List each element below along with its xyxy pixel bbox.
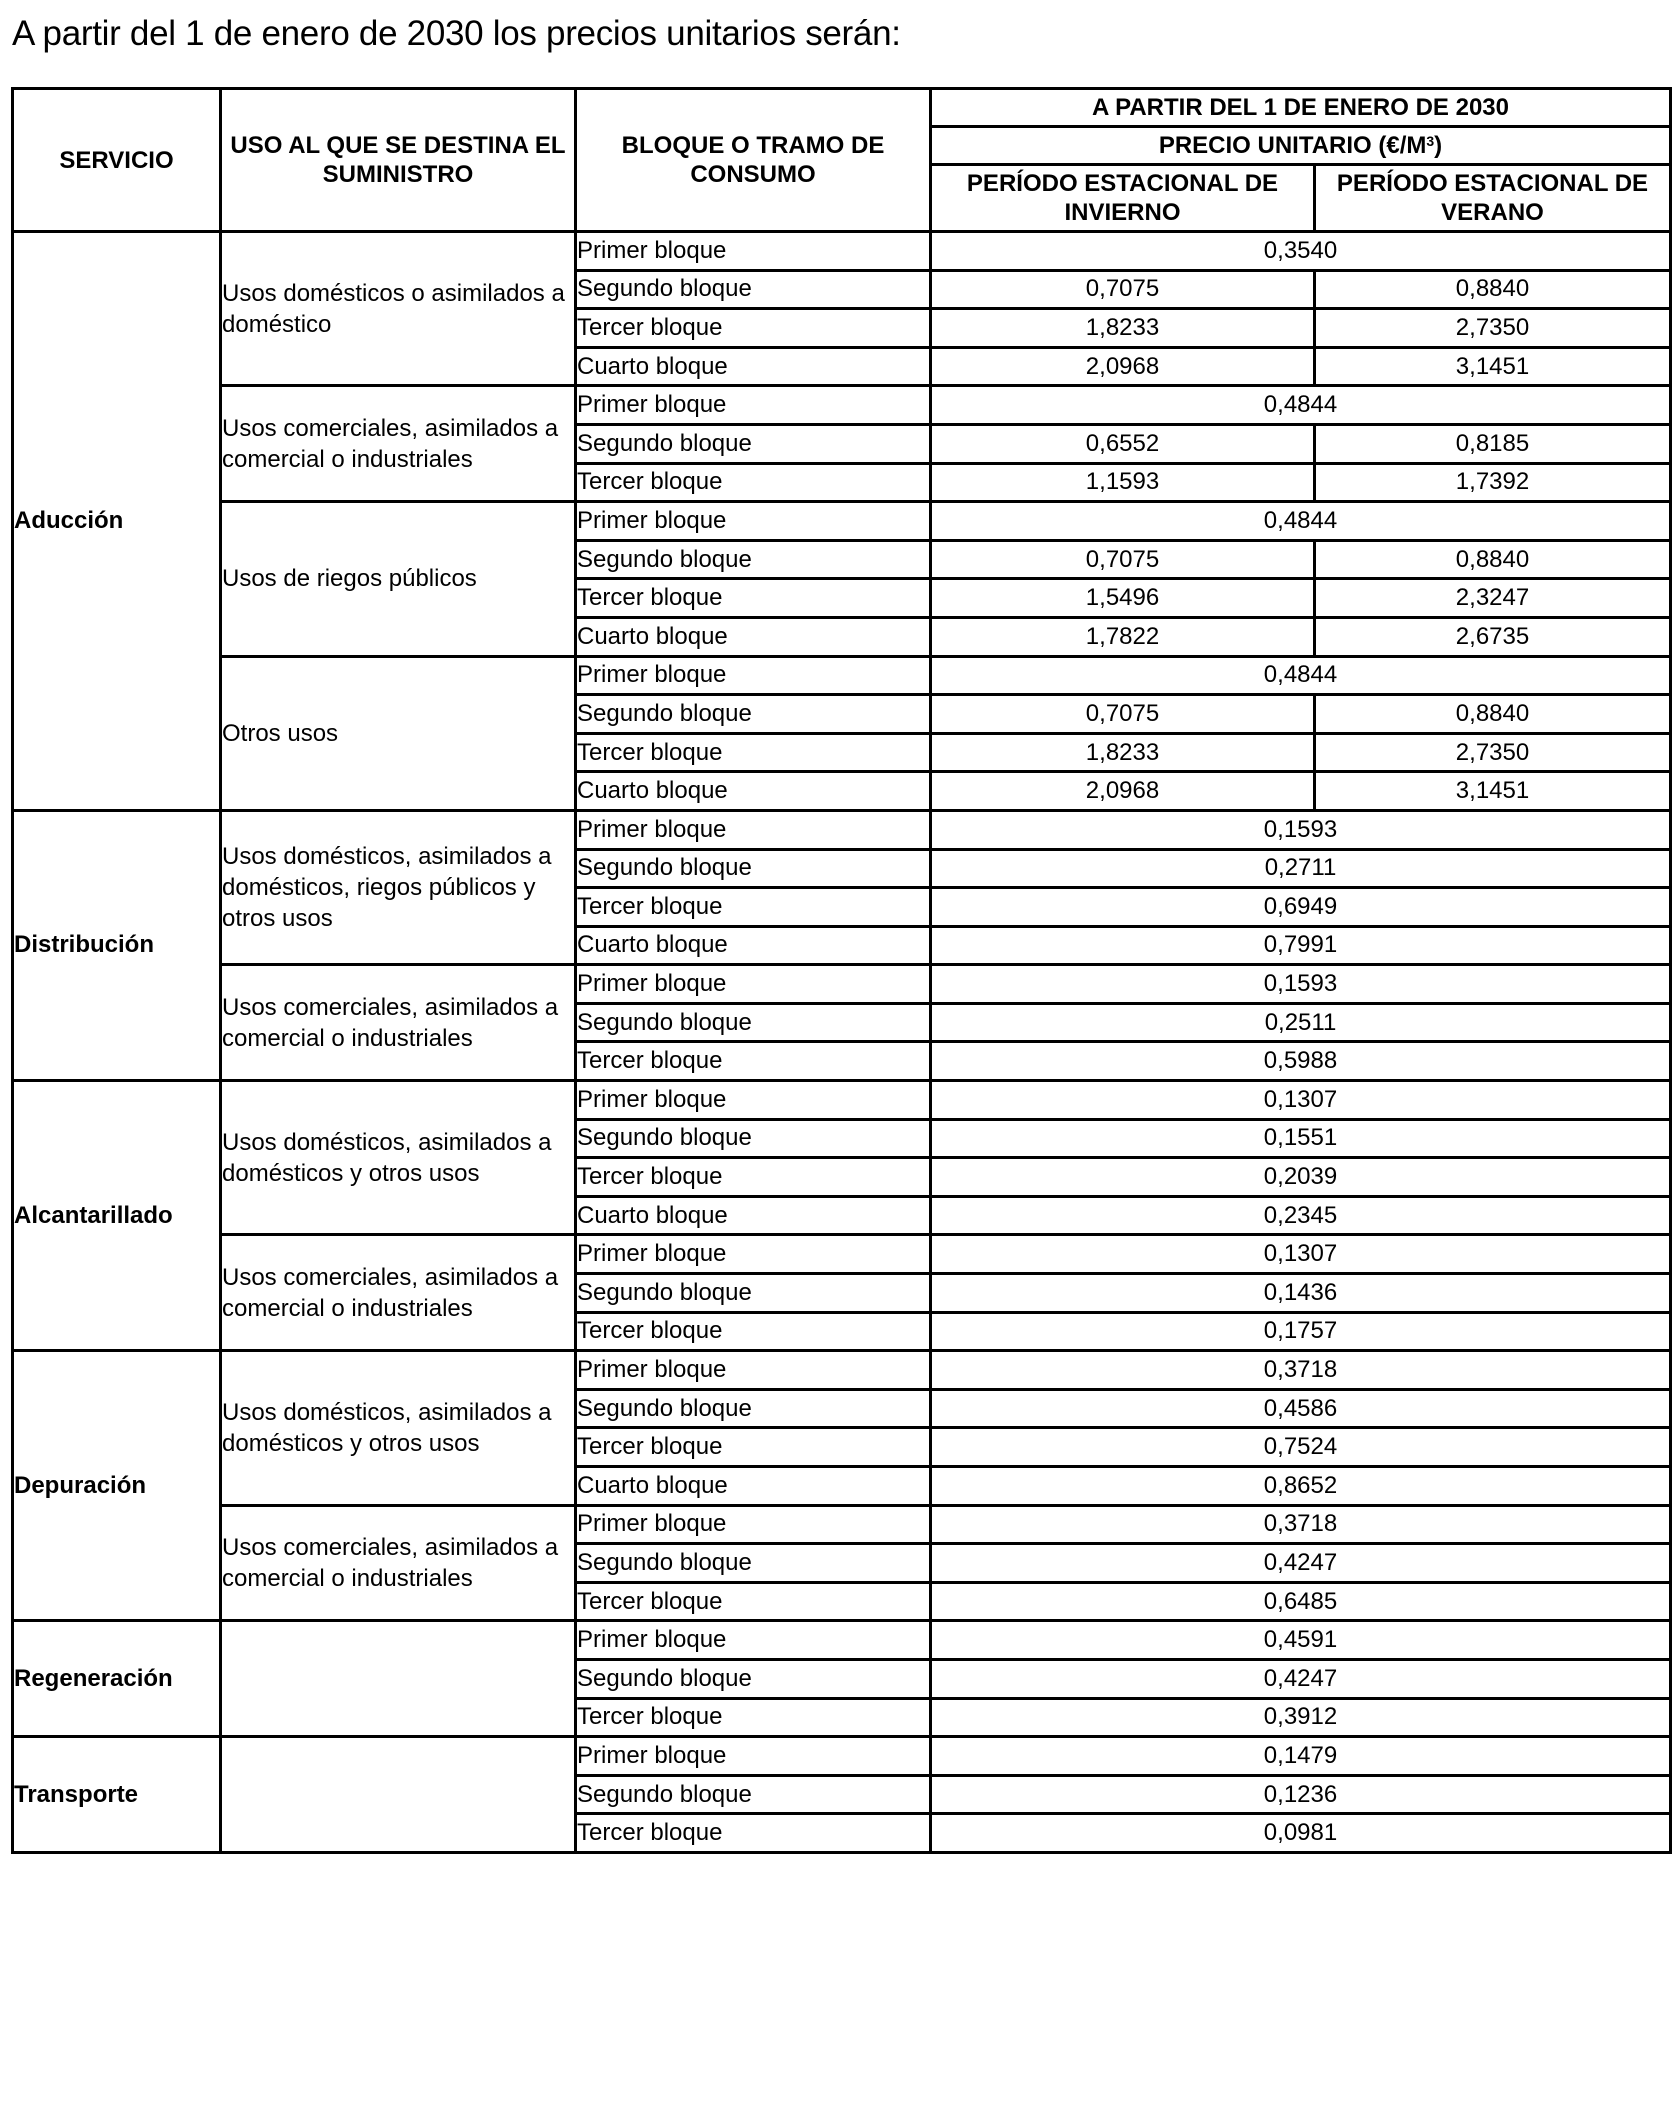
block-cell: Tercer bloque (576, 1582, 931, 1621)
price-cell: 0,7524 (931, 1428, 1671, 1467)
block-cell: Tercer bloque (576, 309, 931, 348)
price-cell: 0,3912 (931, 1698, 1671, 1737)
block-cell: Primer bloque (576, 1351, 931, 1390)
price-cell: 0,2039 (931, 1158, 1671, 1197)
price-cell: 0,4844 (931, 502, 1671, 541)
block-cell: Primer bloque (576, 1621, 931, 1660)
price-verano-cell: 0,8840 (1315, 540, 1671, 579)
price-cell: 0,1436 (931, 1274, 1671, 1313)
price-cell: 0,2711 (931, 849, 1671, 888)
block-cell: Segundo bloque (576, 849, 931, 888)
price-invierno-cell: 0,7075 (931, 695, 1315, 734)
price-cell: 0,3718 (931, 1351, 1671, 1390)
price-verano-cell: 2,6735 (1315, 617, 1671, 656)
price-cell: 0,4247 (931, 1544, 1671, 1583)
price-cell: 0,0981 (931, 1814, 1671, 1853)
header-uso: USO AL QUE SE DESTINA EL SUMINISTRO (221, 89, 576, 232)
use-cell: Usos comerciales, asimilados a comercial o industriales (221, 386, 576, 502)
header-periodo: A PARTIR DEL 1 DE ENERO DE 2030 (931, 89, 1671, 127)
service-cell: Depuración (13, 1351, 221, 1621)
block-cell: Cuarto bloque (576, 617, 931, 656)
header-verano: PERÍODO ESTACIONAL DE VERANO (1315, 165, 1671, 232)
header-precio: PRECIO UNITARIO $(€/M^3)$ (931, 127, 1671, 165)
price-cell: 0,1551 (931, 1119, 1671, 1158)
block-cell: Tercer bloque (576, 888, 931, 927)
price-invierno-cell: 1,5496 (931, 579, 1315, 618)
table-row (13, 1081, 1671, 1120)
price-cell: 0,6485 (931, 1582, 1671, 1621)
block-cell: Segundo bloque (576, 1659, 931, 1698)
block-cell: Segundo bloque (576, 424, 931, 463)
price-verano-cell: 2,7350 (1315, 733, 1671, 772)
price-cell: 0,4247 (931, 1659, 1671, 1698)
price-verano-cell: 2,3247 (1315, 579, 1671, 618)
price-cell: 0,8652 (931, 1467, 1671, 1506)
block-cell: Segundo bloque (576, 1389, 931, 1428)
price-cell: 0,1307 (931, 1081, 1671, 1120)
use-cell: Usos de riegos públicos (221, 502, 576, 656)
header-invierno: PERÍODO ESTACIONAL DE INVIERNO (931, 165, 1315, 232)
price-verano-cell: 3,1451 (1315, 347, 1671, 386)
block-cell: Cuarto bloque (576, 347, 931, 386)
use-cell: Usos comerciales, asimilados a comercial o industriales (221, 965, 576, 1081)
block-cell: Cuarto bloque (576, 772, 931, 811)
price-invierno-cell: 0,7075 (931, 270, 1315, 309)
table-row (13, 965, 1671, 1004)
block-cell: Tercer bloque (576, 579, 931, 618)
price-cell: 0,3718 (931, 1505, 1671, 1544)
table-row (13, 1505, 1671, 1544)
use-cell: Usos comerciales, asimilados a comercial o industriales (221, 1505, 576, 1621)
price-cell: 0,3540 (931, 232, 1671, 271)
block-cell: Segundo bloque (576, 1544, 931, 1583)
service-cell: Regeneración (13, 1621, 221, 1737)
price-cell: 0,6949 (931, 888, 1671, 927)
price-verano-cell: 3,1451 (1315, 772, 1671, 811)
price-cell: 0,1593 (931, 810, 1671, 849)
price-invierno-cell: 2,0968 (931, 347, 1315, 386)
price-invierno-cell: 1,1593 (931, 463, 1315, 502)
block-cell: Segundo bloque (576, 270, 931, 309)
block-cell: Tercer bloque (576, 1158, 931, 1197)
block-cell: Tercer bloque (576, 733, 931, 772)
page-title: A partir del 1 de enero de 2030 los precios unitarios serán: (12, 14, 901, 53)
price-verano-cell: 0,8840 (1315, 695, 1671, 734)
use-cell: Usos domésticos, asimilados a domésticos y otros usos (221, 1081, 576, 1235)
service-cell: Transporte (13, 1737, 221, 1853)
use-cell: Usos domésticos, asimilados a domésticos y otros usos (221, 1351, 576, 1505)
header-bloque: BLOQUE O TRAMO DE CONSUMO (576, 89, 931, 232)
block-cell: Primer bloque (576, 386, 931, 425)
block-cell: Primer bloque (576, 1505, 931, 1544)
price-verano-cell: 2,7350 (1315, 309, 1671, 348)
header-servicio: SERVICIO (13, 89, 221, 232)
table-row (13, 386, 1671, 425)
price-cell: 0,1307 (931, 1235, 1671, 1274)
table-row (13, 810, 1671, 849)
use-cell: Usos comerciales, asimilados a comercial o industriales (221, 1235, 576, 1351)
price-invierno-cell: 1,8233 (931, 733, 1315, 772)
block-cell: Primer bloque (576, 1081, 931, 1120)
price-invierno-cell: 0,7075 (931, 540, 1315, 579)
price-cell: 0,4844 (931, 386, 1671, 425)
price-cell: 0,1236 (931, 1775, 1671, 1814)
table-row (13, 1235, 1671, 1274)
block-cell: Primer bloque (576, 656, 931, 695)
price-table-body (13, 232, 1671, 1853)
use-cell (221, 1737, 576, 1853)
price-invierno-cell: 0,6552 (931, 424, 1315, 463)
price-verano-cell: 1,7392 (1315, 463, 1671, 502)
block-cell: Primer bloque (576, 1737, 931, 1776)
price-cell: 0,2511 (931, 1003, 1671, 1042)
table-row (13, 1737, 1671, 1776)
table-row (13, 232, 1671, 271)
use-cell: Otros usos (221, 656, 576, 810)
block-cell: Tercer bloque (576, 463, 931, 502)
price-verano-cell: 0,8185 (1315, 424, 1671, 463)
price-verano-cell: 0,8840 (1315, 270, 1671, 309)
price-cell: 0,4844 (931, 656, 1671, 695)
block-cell: Segundo bloque (576, 1274, 931, 1313)
block-cell: Cuarto bloque (576, 1196, 931, 1235)
price-cell: 0,4591 (931, 1621, 1671, 1660)
price-cell: 0,1593 (931, 965, 1671, 1004)
table-row (13, 1351, 1671, 1390)
price-cell: 0,1479 (931, 1737, 1671, 1776)
use-cell (221, 1621, 576, 1737)
service-cell: Alcantarillado (13, 1081, 221, 1351)
block-cell: Primer bloque (576, 502, 931, 541)
table-row (13, 1621, 1671, 1660)
use-cell: Usos domésticos, asimilados a domésticos, riegos públicos y otros usos (221, 810, 576, 964)
block-cell: Segundo bloque (576, 1775, 931, 1814)
table-row (13, 502, 1671, 541)
block-cell: Tercer bloque (576, 1698, 931, 1737)
service-cell: Aducción (13, 232, 221, 811)
block-cell: Segundo bloque (576, 695, 931, 734)
price-cell: 0,2345 (931, 1196, 1671, 1235)
price-cell: 0,5988 (931, 1042, 1671, 1081)
service-cell: Distribución (13, 810, 221, 1080)
block-cell: Cuarto bloque (576, 926, 931, 965)
price-invierno-cell: 1,8233 (931, 309, 1315, 348)
block-cell: Primer bloque (576, 1235, 931, 1274)
block-cell: Tercer bloque (576, 1312, 931, 1351)
block-cell: Segundo bloque (576, 540, 931, 579)
price-invierno-cell: 2,0968 (931, 772, 1315, 811)
price-cell: 0,1757 (931, 1312, 1671, 1351)
block-cell: Primer bloque (576, 810, 931, 849)
block-cell: Tercer bloque (576, 1814, 931, 1853)
price-cell: 0,4586 (931, 1389, 1671, 1428)
block-cell: Primer bloque (576, 232, 931, 271)
price-cell: 0,7991 (931, 926, 1671, 965)
block-cell: Tercer bloque (576, 1042, 931, 1081)
price-invierno-cell: 1,7822 (931, 617, 1315, 656)
block-cell: Segundo bloque (576, 1119, 931, 1158)
use-cell: Usos domésticos o asimilados a doméstico (221, 232, 576, 386)
block-cell: Cuarto bloque (576, 1467, 931, 1506)
block-cell: Primer bloque (576, 965, 931, 1004)
price-table (11, 87, 1672, 1854)
table-row (13, 656, 1671, 695)
block-cell: Tercer bloque (576, 1428, 931, 1467)
block-cell: Segundo bloque (576, 1003, 931, 1042)
